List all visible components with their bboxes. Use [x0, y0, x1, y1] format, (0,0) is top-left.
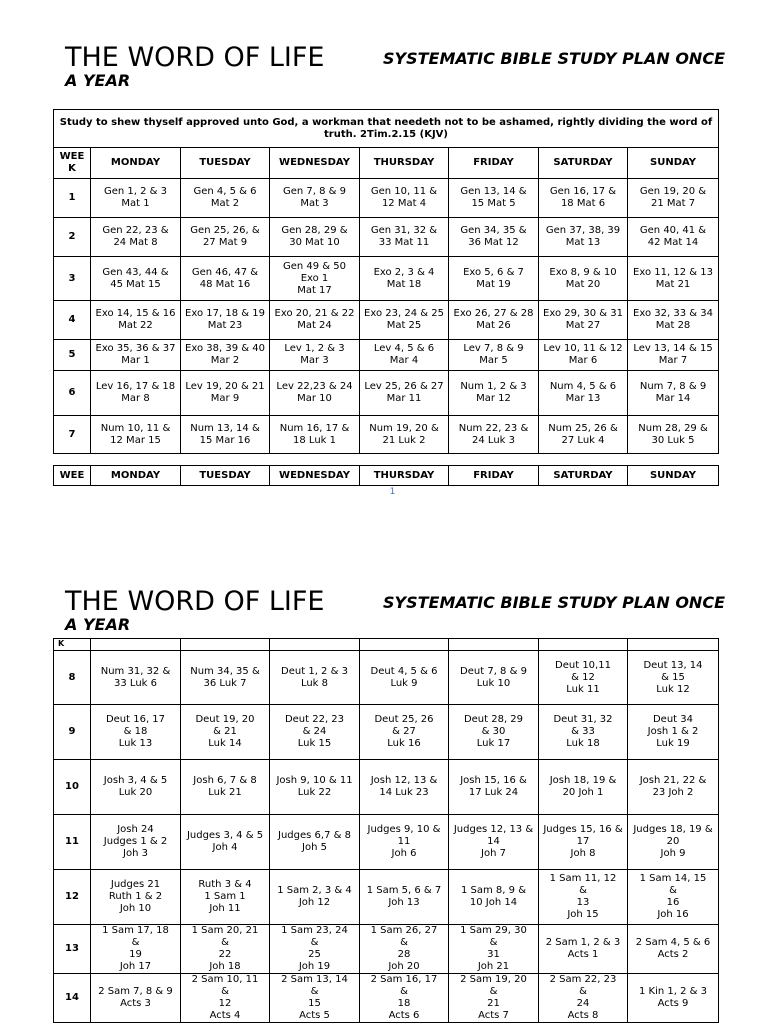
reading-cell: Deut 1, 2 & 3 Luk 8: [270, 651, 360, 705]
reading-cell: Deut 10,11 & 12 Luk 11: [539, 651, 628, 705]
day-header-tuesday: TUESDAY: [181, 466, 270, 486]
reading-cell: Exo 29, 30 & 31 Mat 27: [539, 301, 628, 340]
reading-cell: Deut 19, 20 & 21 Luk 14: [181, 705, 270, 760]
day-header-monday: MONDAY: [91, 148, 181, 179]
reading-cell: Exo 14, 15 & 16 Mat 22: [91, 301, 181, 340]
scripture-verse: Study to shew thyself approved unto God, a workman that needeth not to be ashamed, rightly dividing the word of truth. 2Tim.2.15 (KJV): [54, 110, 719, 148]
day-header-sunday: SUNDAY: [628, 148, 719, 179]
reading-cell: Josh 21, 22 & 23 Joh 2: [628, 760, 719, 815]
reading-cell: 2 Sam 4, 5 & 6 Acts 2: [628, 925, 719, 974]
reading-cell: Judges 18, 19 & 20 Joh 9: [628, 815, 719, 870]
reading-cell: Judges 9, 10 & 11 Joh 6: [360, 815, 449, 870]
reading-cell: Num 1, 2 & 3 Mar 12: [449, 371, 539, 416]
reading-cell: Deut 7, 8 & 9 Luk 10: [449, 651, 539, 705]
reading-cell: Num 16, 17 & 18 Luk 1: [270, 416, 360, 454]
week-number: 12: [54, 870, 91, 925]
reading-cell: Lev 10, 11 & 12 Mar 6: [539, 340, 628, 371]
reading-cell: 2 Sam 7, 8 & 9 Acts 3: [91, 974, 181, 1023]
page-subtitle: SYSTEMATIC BIBLE STUDY PLAN ONCE: [382, 593, 725, 612]
week-number: 7: [54, 416, 91, 454]
reading-cell: Judges 3, 4 & 5 Joh 4: [181, 815, 270, 870]
reading-cell: Exo 17, 18 & 19 Mat 23: [181, 301, 270, 340]
day-header-wednesday: WEDNESDAY: [270, 148, 360, 179]
week-column-header: WEE: [54, 466, 91, 486]
reading-cell: Lev 16, 17 & 18 Mar 8: [91, 371, 181, 416]
reading-cell: Exo 8, 9 & 10 Mat 20: [539, 257, 628, 301]
reading-cell: 1 Sam 2, 3 & 4 Joh 12: [270, 870, 360, 925]
reading-cell: Num 4, 5 & 6 Mar 13: [539, 371, 628, 416]
reading-cell: 1 Kin 1, 2 & 3 Acts 9: [628, 974, 719, 1023]
reading-cell: 2 Sam 19, 20 & 21 Acts 7: [449, 974, 539, 1023]
reading-cell: Gen 4, 5 & 6 Mat 2: [181, 179, 270, 218]
reading-cell: Exo 38, 39 & 40 Mar 2: [181, 340, 270, 371]
reading-cell: 2 Sam 13, 14 & 15 Acts 5: [270, 974, 360, 1023]
reading-cell: 1 Sam 8, 9 & 10 Joh 14: [449, 870, 539, 925]
table-row: [54, 974, 719, 1023]
table-row: [54, 815, 719, 870]
day-header-monday: MONDAY: [91, 466, 181, 486]
day-header-wednesday: WEDNESDAY: [270, 466, 360, 486]
empty-header-cell: [181, 639, 270, 651]
reading-cell: Gen 1, 2 & 3 Mat 1: [91, 179, 181, 218]
table-row: [54, 870, 719, 925]
empty-header-cell: [360, 639, 449, 651]
table-row: [54, 257, 719, 301]
page-number: 1: [389, 487, 396, 497]
reading-cell: Judges 15, 16 & 17 Joh 8: [539, 815, 628, 870]
study-plan-table-weeks-1-7: [53, 109, 719, 454]
week-number: 3: [54, 257, 91, 301]
table-row: [54, 705, 719, 760]
reading-cell: Josh 24 Judges 1 & 2 Joh 3: [91, 815, 181, 870]
reading-cell: Gen 19, 20 & 21 Mat 7: [628, 179, 719, 218]
reading-cell: Gen 31, 32 & 33 Mat 11: [360, 218, 449, 257]
reading-cell: Josh 3, 4 & 5 Luk 20: [91, 760, 181, 815]
page-subtitle-continued: A YEAR: [65, 615, 131, 634]
reading-cell: Num 22, 23 & 24 Luk 3: [449, 416, 539, 454]
reading-cell: Judges 21 Ruth 1 & 2 Joh 10: [91, 870, 181, 925]
week-number: 13: [54, 925, 91, 974]
day-header-friday: FRIDAY: [449, 466, 539, 486]
reading-cell: Josh 12, 13 & 14 Luk 23: [360, 760, 449, 815]
week-number: 10: [54, 760, 91, 815]
page-subtitle-continued: A YEAR: [65, 71, 131, 90]
week-number: 1: [54, 179, 91, 218]
reading-cell: 1 Sam 26, 27 & 28 Joh 20: [360, 925, 449, 974]
reading-cell: Josh 18, 19 & 20 Joh 1: [539, 760, 628, 815]
day-header-thursday: THURSDAY: [360, 148, 449, 179]
reading-cell: Gen 7, 8 & 9 Mat 3: [270, 179, 360, 218]
reading-cell: 1 Sam 5, 6 & 7 Joh 13: [360, 870, 449, 925]
reading-cell: Gen 28, 29 & 30 Mat 10: [270, 218, 360, 257]
reading-cell: Gen 10, 11 & 12 Mat 4: [360, 179, 449, 218]
reading-cell: Num 19, 20 & 21 Luk 2: [360, 416, 449, 454]
week-number: 9: [54, 705, 91, 760]
table-row: [54, 760, 719, 815]
reading-cell: Gen 46, 47 & 48 Mat 16: [181, 257, 270, 301]
reading-cell: Lev 1, 2 & 3 Mar 3: [270, 340, 360, 371]
reading-cell: Gen 34, 35 & 36 Mat 12: [449, 218, 539, 257]
reading-cell: Exo 26, 27 & 28 Mat 26: [449, 301, 539, 340]
table-row: [54, 651, 719, 705]
empty-header-cell: [91, 639, 181, 651]
empty-header-cell: [270, 639, 360, 651]
reading-cell: Exo 23, 24 & 25 Mat 25: [360, 301, 449, 340]
reading-cell: 2 Sam 10, 11 & 12 Acts 4: [181, 974, 270, 1023]
page-title: THE WORD OF LIFE: [65, 42, 325, 73]
reading-cell: Exo 2, 3 & 4 Mat 18: [360, 257, 449, 301]
reading-cell: Exo 11, 12 & 13 Mat 21: [628, 257, 719, 301]
reading-cell: Gen 40, 41 & 42 Mat 14: [628, 218, 719, 257]
day-header-saturday: SATURDAY: [539, 148, 628, 179]
reading-cell: Gen 22, 23 & 24 Mat 8: [91, 218, 181, 257]
day-header-row: [54, 148, 719, 179]
reading-cell: 1 Sam 23, 24 & 25 Joh 19: [270, 925, 360, 974]
reading-cell: Lev 25, 26 & 27 Mar 11: [360, 371, 449, 416]
page-2: [0, 560, 768, 1024]
table-row: [54, 218, 719, 257]
reading-cell: Gen 37, 38, 39 Mat 13: [539, 218, 628, 257]
week-number: 14: [54, 974, 91, 1023]
reading-cell: Deut 34 Josh 1 & 2 Luk 19: [628, 705, 719, 760]
day-header-saturday: SATURDAY: [539, 466, 628, 486]
reading-cell: Gen 13, 14 & 15 Mat 5: [449, 179, 539, 218]
empty-header-cell: [628, 639, 719, 651]
footer-day-header-table: [53, 465, 719, 486]
reading-cell: 1 Sam 17, 18 & 19 Joh 17: [91, 925, 181, 974]
reading-cell: Num 7, 8 & 9 Mar 14: [628, 371, 719, 416]
week-number: 11: [54, 815, 91, 870]
empty-header-cell: [449, 639, 539, 651]
reading-cell: Judges 12, 13 & 14 Joh 7: [449, 815, 539, 870]
reading-cell: Exo 35, 36 & 37 Mar 1: [91, 340, 181, 371]
study-plan-table-weeks-8-14: [53, 638, 719, 1023]
reading-cell: Num 28, 29 & 30 Luk 5: [628, 416, 719, 454]
reading-cell: Num 25, 26 & 27 Luk 4: [539, 416, 628, 454]
table-row: [54, 371, 719, 416]
continued-header-row: [54, 639, 719, 651]
page-title: THE WORD OF LIFE: [65, 586, 325, 617]
week-column-header-continued: K: [54, 639, 91, 651]
reading-cell: 1 Sam 29, 30 & 31 Joh 21: [449, 925, 539, 974]
reading-cell: Lev 4, 5 & 6 Mar 4: [360, 340, 449, 371]
reading-cell: 1 Sam 20, 21 & 22 Joh 18: [181, 925, 270, 974]
reading-cell: Gen 43, 44 & 45 Mat 15: [91, 257, 181, 301]
reading-cell: Exo 5, 6 & 7 Mat 19: [449, 257, 539, 301]
reading-cell: Deut 31, 32 & 33 Luk 18: [539, 705, 628, 760]
table-row: [54, 925, 719, 974]
day-header-sunday: SUNDAY: [628, 466, 719, 486]
reading-cell: Exo 20, 21 & 22 Mat 24: [270, 301, 360, 340]
table-row: [54, 179, 719, 218]
reading-cell: Num 10, 11 & 12 Mar 15: [91, 416, 181, 454]
day-header-friday: FRIDAY: [449, 148, 539, 179]
reading-cell: Josh 15, 16 & 17 Luk 24: [449, 760, 539, 815]
reading-cell: Gen 49 & 50 Exo 1 Mat 17: [270, 257, 360, 301]
reading-cell: Lev 22,23 & 24 Mar 10: [270, 371, 360, 416]
reading-cell: Judges 6,7 & 8 Joh 5: [270, 815, 360, 870]
reading-cell: Num 13, 14 & 15 Mar 16: [181, 416, 270, 454]
reading-cell: 1 Sam 14, 15 & 16 Joh 16: [628, 870, 719, 925]
table-row: [54, 416, 719, 454]
reading-cell: Deut 4, 5 & 6 Luk 9: [360, 651, 449, 705]
day-header-tuesday: TUESDAY: [181, 148, 270, 179]
day-header-thursday: THURSDAY: [360, 466, 449, 486]
reading-cell: Exo 32, 33 & 34 Mat 28: [628, 301, 719, 340]
week-number: 2: [54, 218, 91, 257]
week-number: 5: [54, 340, 91, 371]
reading-cell: Lev 19, 20 & 21 Mar 9: [181, 371, 270, 416]
week-number: 6: [54, 371, 91, 416]
page-subtitle: SYSTEMATIC BIBLE STUDY PLAN ONCE: [382, 49, 725, 68]
reading-cell: Deut 13, 14 & 15 Luk 12: [628, 651, 719, 705]
reading-cell: Josh 6, 7 & 8 Luk 21: [181, 760, 270, 815]
reading-cell: Gen 25, 26, & 27 Mat 9: [181, 218, 270, 257]
reading-cell: Num 34, 35 & 36 Luk 7: [181, 651, 270, 705]
table-row: [54, 301, 719, 340]
week-column-header: WEE K: [54, 148, 91, 179]
reading-cell: Deut 16, 17 & 18 Luk 13: [91, 705, 181, 760]
reading-cell: Gen 16, 17 & 18 Mat 6: [539, 179, 628, 218]
reading-cell: Deut 28, 29 & 30 Luk 17: [449, 705, 539, 760]
reading-cell: Lev 7, 8 & 9 Mar 5: [449, 340, 539, 371]
reading-cell: Josh 9, 10 & 11 Luk 22: [270, 760, 360, 815]
week-number: 4: [54, 301, 91, 340]
reading-cell: Lev 13, 14 & 15 Mar 7: [628, 340, 719, 371]
reading-cell: Ruth 3 & 4 1 Sam 1 Joh 11: [181, 870, 270, 925]
week-number: 8: [54, 651, 91, 705]
reading-cell: 2 Sam 1, 2 & 3 Acts 1: [539, 925, 628, 974]
table-row: [54, 340, 719, 371]
reading-cell: Deut 22, 23 & 24 Luk 15: [270, 705, 360, 760]
reading-cell: 2 Sam 22, 23 & 24 Acts 8: [539, 974, 628, 1023]
reading-cell: Num 31, 32 & 33 Luk 6: [91, 651, 181, 705]
reading-cell: Deut 25, 26 & 27 Luk 16: [360, 705, 449, 760]
reading-cell: 1 Sam 11, 12 & 13 Joh 15: [539, 870, 628, 925]
empty-header-cell: [539, 639, 628, 651]
reading-cell: 2 Sam 16, 17 & 18 Acts 6: [360, 974, 449, 1023]
